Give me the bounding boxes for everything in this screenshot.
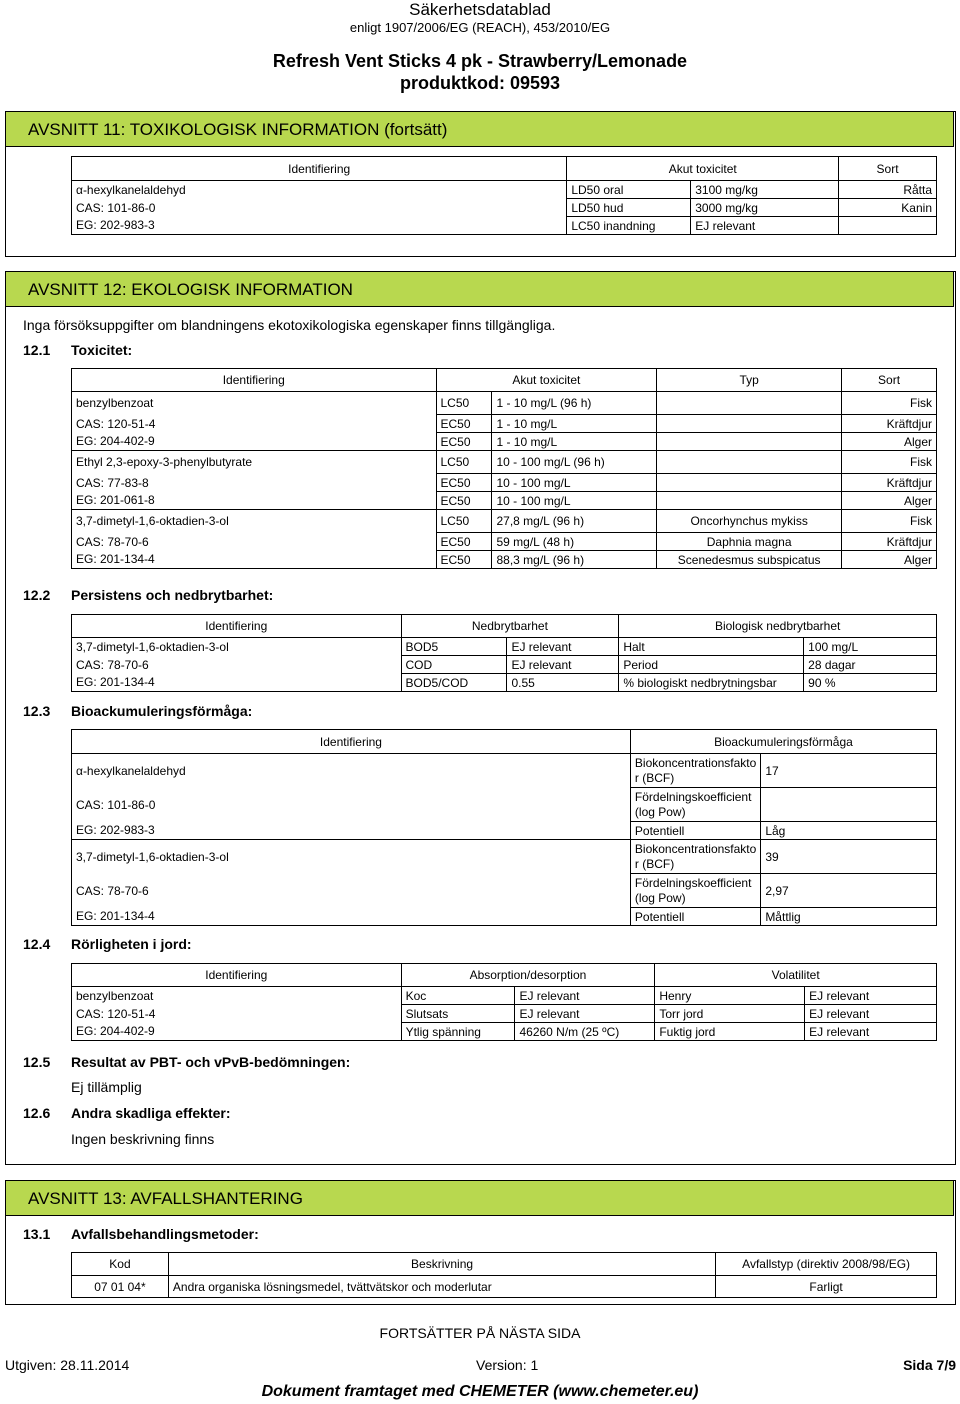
table-row: benzylbenzoat Koc EJ relevant Henry EJ relevant (72, 987, 937, 1005)
table-row: EG: 202-983-3 LC50 inandning EJ relevant (72, 217, 937, 235)
s12-5-text: Ej tillämplig (71, 1079, 142, 1095)
regulation: enligt 1907/2006/EG (REACH), 453/2010/EG (349, 20, 611, 35)
tox-header-id: Identifiering (72, 369, 437, 392)
table-row: α-hexylkanelaldehyd LD50 oral 3100 mg/kg Råtta (72, 181, 937, 199)
table-row: CAS: 101-86-0 LD50 hud 3000 mg/kg Kanin (72, 199, 937, 217)
section-12-title: AVSNITT 12: EKOLOGISK INFORMATION (5, 271, 954, 307)
product-name: Refresh Vent Sticks 4 pk - Strawberry/Lemonade (272, 51, 688, 71)
s11-header-tox: Akut toxicitet (567, 157, 839, 181)
s12-5-title: Resultat av PBT- och vPvB-bedömningen: (71, 1054, 351, 1070)
doc-type: Säkerhetsdatablad (409, 0, 551, 19)
s12-2-title: Persistens och nedbrytbarhet: (71, 587, 274, 603)
table-row: CAS: 78-70-6 Fördelningskoefficient (log Pow) 2,97 (72, 874, 937, 908)
pers-header-bio: Biologisk nedbrytbarhet (619, 615, 937, 638)
table-row: Ethyl 2,3-epoxy-3-phenylbutyrate LC50 10 - 100 mg/L (96 h) Fisk (72, 451, 937, 474)
product-code: produktkod: 09593 (399, 73, 561, 93)
s12-2-num: 12.2 (23, 587, 51, 603)
waste-header-type: Avfallstyp (direktiv 2008/98/EG) (716, 1253, 937, 1276)
pers-header-degr: Nedbrytbarhet (401, 615, 619, 638)
table-row: CAS: 78-70-6 COD EJ relevant Period 28 dagar (72, 656, 937, 674)
table-row: CAS: 78-70-6 EC50 59 mg/L (48 h) Daphnia magna Kräftdjur (72, 533, 937, 551)
continue-note: FORTSÄTTER PÅ NÄSTA SIDA (379, 1325, 581, 1341)
mobility-table (71, 963, 937, 1041)
table-row: EG: 201-061-8 EC50 10 - 100 mg/L Alger (72, 492, 937, 510)
s12-6-num: 12.6 (23, 1105, 51, 1121)
bioaccumulation-table (71, 729, 937, 926)
pers-header-id: Identifiering (72, 615, 402, 638)
table-row: EG: 202-983-3 Potentiell Låg (72, 822, 937, 840)
mob-header-id: Identifiering (72, 964, 402, 987)
s12-4-num: 12.4 (23, 936, 51, 952)
table-row: α-hexylkanelaldehyd Biokoncentrationsfakto r (BCF) 17 (72, 754, 937, 788)
table-row: EG: 204-402-9 Ytlig spänning 46260 N/m (25 ºC) Fuktig jord EJ relevant (72, 1023, 937, 1041)
tox-header-typ: Typ (657, 369, 842, 392)
table-row: EG: 201-134-4 EC50 88,3 mg/L (96 h) Scenedesmus subspicatus Alger (72, 551, 937, 569)
s12-5-num: 12.5 (23, 1054, 51, 1070)
waste-header-code: Kod (72, 1253, 169, 1276)
section-13-title: AVSNITT 13: AVFALLSHANTERING (5, 1180, 954, 1216)
bio-header-id: Identifiering (72, 730, 631, 754)
table-row: CAS: 77-83-8 EC50 10 - 100 mg/L Kräftdjur (72, 474, 937, 492)
s11-table (71, 156, 937, 235)
table-row: CAS: 101-86-0 Fördelningskoefficient (log Pow) (72, 788, 937, 822)
s12-6-title: Andra skadliga effekter: (71, 1105, 231, 1121)
table-row: benzylbenzoat LC50 1 - 10 mg/L (96 h) Fisk (72, 392, 937, 415)
waste-table (71, 1252, 937, 1298)
table-row: 07 01 04* Andra organiska lösningsmedel, tvättvätskor och moderlutar Farligt (72, 1276, 937, 1298)
table-row: 3,7-dimetyl-1,6-oktadien-3-ol BOD5 EJ relevant Halt 100 mg/L (72, 638, 937, 656)
table-row: EG: 204-402-9 EC50 1 - 10 mg/L Alger (72, 433, 937, 451)
s11-header-id: Identifiering (72, 157, 567, 181)
mob-header-vol: Volatilitet (655, 964, 937, 987)
s11-header-sort: Sort (839, 157, 937, 181)
s12-3-title: Bioackumuleringsförmåga: (71, 703, 253, 719)
tox-header-sort: Sort (842, 369, 937, 392)
section-11-title: AVSNITT 11: TOXIKOLOGISK INFORMATION (fortsätt) (5, 111, 954, 147)
s13-1-title: Avfallsbehandlingsmetoder: (71, 1226, 259, 1242)
generator-note: Dokument framtaget med CHEMETER (www.chemeter.eu) (261, 1383, 699, 1400)
mob-header-abs: Absorption/desorption (401, 964, 655, 987)
table-row: CAS: 120-51-4 EC50 1 - 10 mg/L Kräftdjur (72, 415, 937, 433)
table-row: 3,7-dimetyl-1,6-oktadien-3-ol Biokoncentrationsfakto r (BCF) 39 (72, 840, 937, 874)
bio-header-bio: Bioackumuleringsförmåga (630, 730, 936, 754)
version: Version: 1 (476, 1357, 539, 1373)
persistence-table (71, 614, 937, 692)
page-number: Sida 7/9 (903, 1357, 956, 1373)
table-row: EG: 201-134-4 Potentiell Måttlig (72, 908, 937, 926)
table-row: 3,7-dimetyl-1,6-oktadien-3-ol LC50 27,8 mg/L (96 h) Oncorhynchus mykiss Fisk (72, 510, 937, 533)
s12-4-title: Rörligheten i jord: (71, 936, 192, 952)
s12-1-num: 12.1 (23, 342, 51, 358)
table-row: EG: 201-134-4 BOD5/COD 0.55 % biologiskt nedbrytningsbar 90 % (72, 674, 937, 692)
issued-date: Utgiven: 28.11.2014 (5, 1357, 130, 1373)
s12-intro: Inga försöksuppgifter om blandningens ekotoxikologiska egenskaper finns tillgängliga. (23, 317, 556, 333)
waste-header-desc: Beskrivning (168, 1253, 715, 1276)
s12-6-text: Ingen beskrivning finns (71, 1131, 215, 1147)
s12-3-num: 12.3 (23, 703, 51, 719)
s13-1-num: 13.1 (23, 1226, 51, 1242)
tox-header-tox: Akut toxicitet (436, 369, 657, 392)
table-row: CAS: 120-51-4 Slutsats EJ relevant Torr jord EJ relevant (72, 1005, 937, 1023)
s12-1-title: Toxicitet: (71, 342, 133, 358)
toxicity-table (71, 368, 937, 569)
